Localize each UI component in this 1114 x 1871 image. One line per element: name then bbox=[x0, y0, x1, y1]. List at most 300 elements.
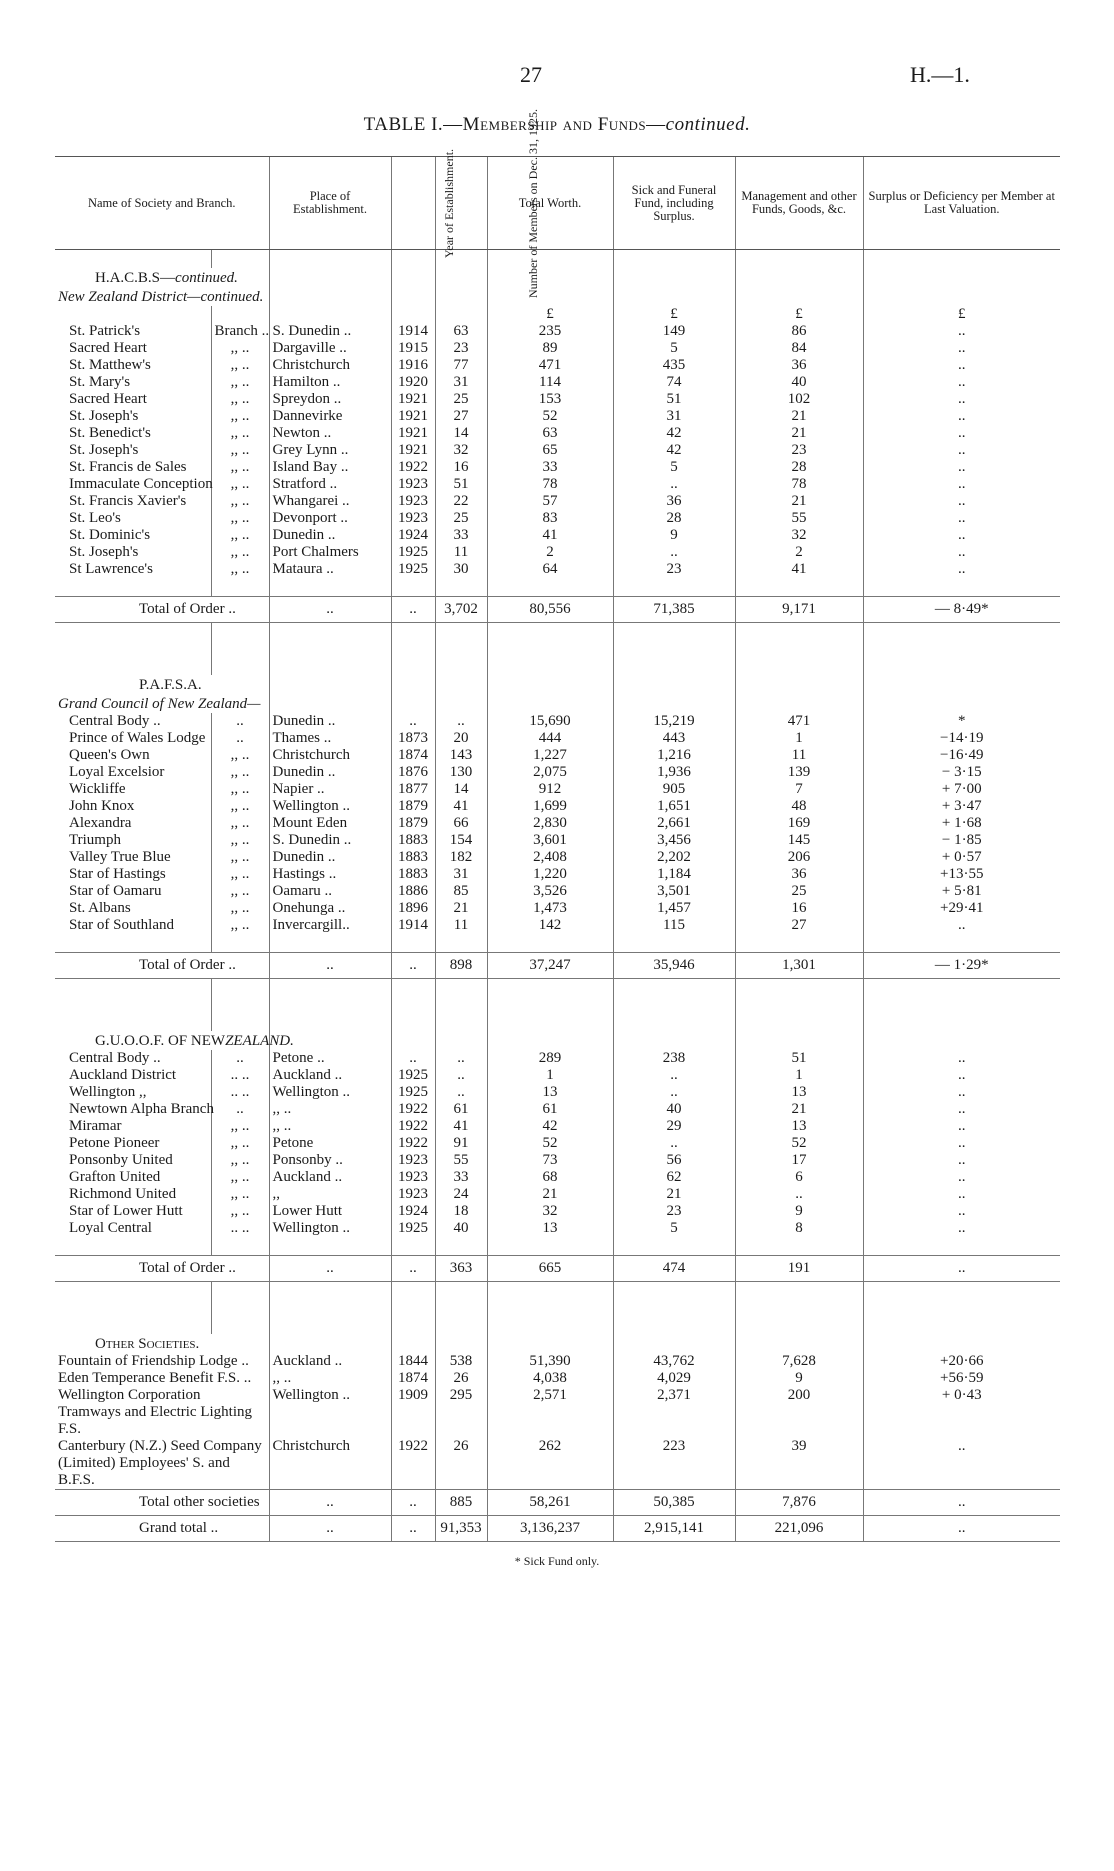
ditto-mark: ,, .. bbox=[211, 1118, 269, 1135]
members-count: 91 bbox=[435, 1135, 487, 1152]
sick-funeral-fund: 2,661 bbox=[613, 815, 735, 832]
surplus-per-member: .. bbox=[863, 1050, 1060, 1067]
blank-cell bbox=[487, 287, 613, 306]
col-header-members-text: Number of Members on Dec. 31, 1925. bbox=[525, 108, 540, 298]
members-count: 41 bbox=[435, 1118, 487, 1135]
management-funds: 52 bbox=[735, 1135, 863, 1152]
total-year: .. bbox=[391, 597, 435, 623]
ditto-mark: ,, .. bbox=[211, 459, 269, 476]
table-row bbox=[55, 764, 1060, 781]
page-number: 27 bbox=[520, 62, 542, 87]
surplus-per-member: .. bbox=[863, 1135, 1060, 1152]
place-of-establishment: Ponsonby .. bbox=[269, 1152, 391, 1169]
spacer-cell bbox=[269, 578, 391, 597]
sick-funeral-fund: 2,202 bbox=[613, 849, 735, 866]
members-count: 16 bbox=[435, 459, 487, 476]
blank-cell bbox=[863, 694, 1060, 713]
branch-name: Immaculate Conception bbox=[69, 476, 213, 492]
surplus-per-member: .. bbox=[863, 476, 1060, 493]
members-count: 25 bbox=[435, 510, 487, 527]
surplus-per-member: .. bbox=[863, 1118, 1060, 1135]
total-place: .. bbox=[269, 1256, 391, 1282]
table-row bbox=[55, 1084, 1060, 1101]
col-header-sick: Sick and Funeral Fund, including Surplus. bbox=[613, 157, 735, 250]
spacer-cell bbox=[487, 979, 613, 1032]
place-of-establishment: Hamilton .. bbox=[269, 374, 391, 391]
members-count: 26 bbox=[435, 1370, 487, 1387]
sick-funeral-fund: 4,029 bbox=[613, 1370, 735, 1387]
total-value: 2,915,141 bbox=[613, 1516, 735, 1542]
members-count: 22 bbox=[435, 493, 487, 510]
year-established: .. bbox=[391, 1050, 435, 1067]
title-continued: continued. bbox=[665, 114, 751, 135]
ditto-mark: ,, .. bbox=[211, 442, 269, 459]
place-of-establishment: Hastings .. bbox=[269, 866, 391, 883]
spacer-cell bbox=[211, 934, 269, 953]
sick-funeral-fund: 149 bbox=[613, 323, 735, 340]
management-funds: 6 bbox=[735, 1169, 863, 1186]
members-count: 33 bbox=[435, 527, 487, 544]
spacer-row bbox=[55, 578, 1060, 597]
sick-funeral-fund: .. bbox=[613, 476, 735, 493]
management-funds: 2 bbox=[735, 544, 863, 561]
blank-cell bbox=[391, 268, 435, 287]
surplus-per-member: .. bbox=[863, 391, 1060, 408]
total-value: 1,301 bbox=[735, 953, 863, 979]
surplus-per-member: .. bbox=[863, 1152, 1060, 1169]
management-funds: 23 bbox=[735, 442, 863, 459]
sick-funeral-fund: 3,501 bbox=[613, 883, 735, 900]
spacer-cell bbox=[435, 934, 487, 953]
place-of-establishment: Christchurch bbox=[269, 357, 391, 374]
year-established: 1883 bbox=[391, 832, 435, 849]
spacer-cell bbox=[269, 1282, 391, 1335]
spacer-cell bbox=[863, 1237, 1060, 1256]
table-row bbox=[55, 340, 1060, 357]
blank-cell bbox=[391, 287, 435, 306]
sick-funeral-fund: 5 bbox=[613, 459, 735, 476]
total-value: .. bbox=[863, 1490, 1060, 1516]
place-of-establishment: Dannevirke bbox=[269, 408, 391, 425]
members-count: 182 bbox=[435, 849, 487, 866]
blank-cell bbox=[735, 1334, 863, 1353]
surplus-per-member: +13·55 bbox=[863, 866, 1060, 883]
total-worth: 4,038 bbox=[487, 1370, 613, 1387]
sick-funeral-fund: .. bbox=[613, 1084, 735, 1101]
place-of-establishment: Island Bay .. bbox=[269, 459, 391, 476]
total-worth: 1,227 bbox=[487, 747, 613, 764]
table-row bbox=[55, 917, 1060, 934]
management-funds: 102 bbox=[735, 391, 863, 408]
place-of-establishment: Christchurch bbox=[269, 1438, 391, 1490]
year-established: 1925 bbox=[391, 561, 435, 578]
spacer-cell bbox=[735, 1237, 863, 1256]
spacer-cell bbox=[613, 578, 735, 597]
sick-funeral-fund: 435 bbox=[613, 357, 735, 374]
blank-cell bbox=[391, 306, 435, 323]
total-worth: 42 bbox=[487, 1118, 613, 1135]
ditto-mark: ,, .. bbox=[211, 357, 269, 374]
management-funds: 7,628 bbox=[735, 1353, 863, 1370]
management-funds: 28 bbox=[735, 459, 863, 476]
surplus-per-member: −14·19 bbox=[863, 730, 1060, 747]
total-value: 80,556 bbox=[487, 597, 613, 623]
surplus-per-member: .. bbox=[863, 1067, 1060, 1084]
year-established: 1874 bbox=[391, 1370, 435, 1387]
blank-cell bbox=[435, 694, 487, 713]
place-of-establishment: Petone bbox=[269, 1135, 391, 1152]
total-value: 37,247 bbox=[487, 953, 613, 979]
spacer-cell bbox=[391, 578, 435, 597]
surplus-per-member: .. bbox=[863, 527, 1060, 544]
table-row bbox=[55, 832, 1060, 849]
section-heading-suffix: ZEALAND. bbox=[225, 1033, 294, 1049]
spacer-cell bbox=[613, 1282, 735, 1335]
section-subheading-suffix: —continued. bbox=[187, 289, 264, 305]
members-count: 30 bbox=[435, 561, 487, 578]
table-row bbox=[55, 391, 1060, 408]
blank-cell bbox=[435, 306, 487, 323]
place-of-establishment: Oamaru .. bbox=[269, 883, 391, 900]
table-body bbox=[55, 250, 1060, 1542]
section-heading bbox=[55, 675, 1060, 694]
management-funds: 169 bbox=[735, 815, 863, 832]
blank-cell bbox=[391, 1334, 435, 1353]
section-heading-cell bbox=[55, 675, 269, 694]
place-of-establishment: Dunedin .. bbox=[269, 527, 391, 544]
spacer-cell bbox=[269, 623, 391, 676]
table-row bbox=[55, 849, 1060, 866]
blank-cell bbox=[269, 287, 391, 306]
table-row bbox=[55, 866, 1060, 883]
other-heading-row bbox=[55, 1334, 1060, 1353]
sick-funeral-fund: 42 bbox=[613, 425, 735, 442]
ditto-mark: ,, .. bbox=[211, 425, 269, 442]
ditto-mark: ,, .. bbox=[211, 561, 269, 578]
table-row bbox=[55, 781, 1060, 798]
place-of-establishment: Stratford .. bbox=[269, 476, 391, 493]
spacer-cell bbox=[863, 623, 1060, 676]
grand-total-row-label: Grand total .. bbox=[55, 1516, 269, 1542]
members-count: 295 bbox=[435, 1387, 487, 1438]
year-established: 1921 bbox=[391, 442, 435, 459]
spacer-cell bbox=[211, 1237, 269, 1256]
branch-name: Star of Oamaru bbox=[69, 883, 162, 899]
year-established: 1886 bbox=[391, 883, 435, 900]
table-row bbox=[55, 1050, 1060, 1067]
branch-name: Grafton United bbox=[69, 1169, 161, 1185]
table-row bbox=[55, 883, 1060, 900]
members-count: 33 bbox=[435, 1169, 487, 1186]
total-worth: 1 bbox=[487, 1067, 613, 1084]
spacer-cell bbox=[735, 578, 863, 597]
spacer-cell bbox=[211, 250, 269, 269]
spacer-cell bbox=[735, 623, 863, 676]
year-established: 1914 bbox=[391, 917, 435, 934]
total-worth: 262 bbox=[487, 1438, 613, 1490]
management-funds: 8 bbox=[735, 1220, 863, 1237]
surplus-per-member: +20·66 bbox=[863, 1353, 1060, 1370]
total-value: .. bbox=[863, 1256, 1060, 1282]
spacer-cell bbox=[435, 979, 487, 1032]
sick-funeral-fund: 1,651 bbox=[613, 798, 735, 815]
spacer-cell bbox=[55, 1237, 211, 1256]
spacer-cell bbox=[487, 578, 613, 597]
branch-name: Sacred Heart bbox=[69, 391, 147, 407]
members-count: 26 bbox=[435, 1438, 487, 1490]
place-of-establishment: Lower Hutt bbox=[269, 1203, 391, 1220]
blank-cell bbox=[269, 268, 391, 287]
spacer-cell bbox=[613, 934, 735, 953]
surplus-per-member: .. bbox=[863, 1203, 1060, 1220]
surplus-per-member: .. bbox=[863, 340, 1060, 357]
branch-name: St. Francis de Sales bbox=[69, 459, 187, 475]
management-funds: 41 bbox=[735, 561, 863, 578]
ditto-mark: ,, .. bbox=[211, 917, 269, 934]
branch-name: St. Leo's bbox=[69, 510, 121, 526]
place-of-establishment: S. Dunedin .. bbox=[269, 323, 391, 340]
section-subheading bbox=[55, 287, 1060, 306]
section-heading-suffix: continued. bbox=[175, 270, 238, 286]
place-of-establishment: Wellington .. bbox=[269, 798, 391, 815]
ditto-mark: ,, .. bbox=[211, 1203, 269, 1220]
place-of-establishment: Petone .. bbox=[269, 1050, 391, 1067]
spacer-cell bbox=[863, 578, 1060, 597]
society-name: Eden Temperance Benefit F.S. .. bbox=[58, 1370, 252, 1386]
total-year: .. bbox=[391, 1516, 435, 1542]
spacer-row bbox=[55, 979, 1060, 1032]
col-header-mgmt: Management and other Funds, Goods, &c. bbox=[735, 157, 863, 250]
place-of-establishment: Thames .. bbox=[269, 730, 391, 747]
spacer-cell bbox=[435, 1282, 487, 1335]
table-row bbox=[55, 747, 1060, 764]
management-funds: 21 bbox=[735, 425, 863, 442]
members-count: 154 bbox=[435, 832, 487, 849]
total-value: — 8·49* bbox=[863, 597, 1060, 623]
members-count: .. bbox=[435, 1050, 487, 1067]
spacer-cell bbox=[391, 979, 435, 1032]
surplus-per-member: +29·41 bbox=[863, 900, 1060, 917]
members-count: 40 bbox=[435, 1220, 487, 1237]
branch-name: Richmond United bbox=[69, 1186, 177, 1202]
management-funds: 84 bbox=[735, 340, 863, 357]
society-name: Canterbury (N.Z.) Seed Company (Limited) Employees' S. and B.F.S. bbox=[58, 1438, 262, 1488]
branch-name: Wellington ,, bbox=[69, 1084, 147, 1100]
total-worth: 89 bbox=[487, 340, 613, 357]
header-row bbox=[55, 157, 1060, 250]
members-count: 61 bbox=[435, 1101, 487, 1118]
ditto-mark: ,, .. bbox=[211, 527, 269, 544]
branch-name: St. Mary's bbox=[69, 374, 131, 390]
sick-funeral-fund: 31 bbox=[613, 408, 735, 425]
year-established: 1924 bbox=[391, 527, 435, 544]
spacer-cell bbox=[55, 578, 211, 597]
ditto-mark: .. .. bbox=[211, 1220, 269, 1237]
total-year: .. bbox=[391, 953, 435, 979]
spacer-cell bbox=[391, 1237, 435, 1256]
surplus-per-member: .. bbox=[863, 408, 1060, 425]
management-funds: 13 bbox=[735, 1118, 863, 1135]
branch-name: St. Benedict's bbox=[69, 425, 151, 441]
management-funds: 200 bbox=[735, 1387, 863, 1438]
sick-funeral-fund: 1,936 bbox=[613, 764, 735, 781]
management-funds: 145 bbox=[735, 832, 863, 849]
currency-row bbox=[55, 306, 1060, 323]
members-count: 130 bbox=[435, 764, 487, 781]
ditto-mark: ,, .. bbox=[211, 374, 269, 391]
management-funds: 1 bbox=[735, 1067, 863, 1084]
sick-funeral-fund: 51 bbox=[613, 391, 735, 408]
blank-cell bbox=[863, 1031, 1060, 1050]
members-count: 85 bbox=[435, 883, 487, 900]
ditto-mark: ,, .. bbox=[211, 493, 269, 510]
year-established: 1916 bbox=[391, 357, 435, 374]
ditto-mark: ,, .. bbox=[211, 476, 269, 493]
management-funds: 48 bbox=[735, 798, 863, 815]
members-count: 77 bbox=[435, 357, 487, 374]
branch-name: Loyal Excelsior bbox=[69, 764, 165, 780]
year-established: 1922 bbox=[391, 1135, 435, 1152]
table-row bbox=[55, 459, 1060, 476]
sick-funeral-fund: 23 bbox=[613, 561, 735, 578]
year-established: 1896 bbox=[391, 900, 435, 917]
ditto-mark: Branch .. bbox=[211, 323, 269, 340]
management-funds: 1 bbox=[735, 730, 863, 747]
surplus-per-member: + 3·47 bbox=[863, 798, 1060, 815]
total-worth: 64 bbox=[487, 561, 613, 578]
table-row bbox=[55, 442, 1060, 459]
management-funds: 36 bbox=[735, 866, 863, 883]
branch-name: Alexandra bbox=[69, 815, 132, 831]
members-count: 18 bbox=[435, 1203, 487, 1220]
table-row bbox=[55, 527, 1060, 544]
total-row bbox=[55, 1256, 1060, 1282]
year-established: 1921 bbox=[391, 391, 435, 408]
ditto-mark: .. bbox=[211, 713, 269, 730]
management-funds: 16 bbox=[735, 900, 863, 917]
year-established: .. bbox=[391, 713, 435, 730]
total-worth: 15,690 bbox=[487, 713, 613, 730]
place-of-establishment: Auckland .. bbox=[269, 1067, 391, 1084]
year-established: 1883 bbox=[391, 849, 435, 866]
sick-funeral-fund: 23 bbox=[613, 1203, 735, 1220]
place-of-establishment: ,, .. bbox=[269, 1118, 391, 1135]
spacer-cell bbox=[269, 1237, 391, 1256]
blank-cell bbox=[613, 1334, 735, 1353]
total-worth: 2,830 bbox=[487, 815, 613, 832]
branch-name: Loyal Central bbox=[69, 1220, 152, 1236]
spacer-cell bbox=[863, 934, 1060, 953]
section-subheading-text: Grand Council of New Zealand— bbox=[58, 696, 261, 712]
total-value: 885 bbox=[435, 1490, 487, 1516]
page-header bbox=[0, 62, 1114, 92]
blank-cell bbox=[487, 675, 613, 694]
surplus-per-member: + 7·00 bbox=[863, 781, 1060, 798]
members-count: .. bbox=[435, 1067, 487, 1084]
total-value: 71,385 bbox=[613, 597, 735, 623]
section-subheading-text: New Zealand District bbox=[58, 289, 188, 305]
spacer-cell bbox=[613, 1237, 735, 1256]
table-row bbox=[55, 1067, 1060, 1084]
place-of-establishment: Devonport .. bbox=[269, 510, 391, 527]
sick-funeral-fund: 3,456 bbox=[613, 832, 735, 849]
table-row bbox=[55, 1186, 1060, 1203]
total-worth: 1,473 bbox=[487, 900, 613, 917]
members-count: 32 bbox=[435, 442, 487, 459]
blank-cell bbox=[55, 306, 211, 323]
branch-name: Newtown Alpha Branch bbox=[69, 1101, 214, 1117]
surplus-per-member: .. bbox=[863, 459, 1060, 476]
other-total-row-label: Total other societies bbox=[55, 1490, 269, 1516]
sick-funeral-fund: 443 bbox=[613, 730, 735, 747]
surplus-per-member: − 1·85 bbox=[863, 832, 1060, 849]
blank-cell bbox=[863, 1334, 1060, 1353]
surplus-per-member: − 3·15 bbox=[863, 764, 1060, 781]
place-of-establishment: Wellington .. bbox=[269, 1084, 391, 1101]
total-worth: 13 bbox=[487, 1084, 613, 1101]
spacer-cell bbox=[391, 934, 435, 953]
year-established: 1922 bbox=[391, 1438, 435, 1490]
total-row bbox=[55, 597, 1060, 623]
place-of-establishment: Napier .. bbox=[269, 781, 391, 798]
surplus-per-member: + 5·81 bbox=[863, 883, 1060, 900]
place-of-establishment: S. Dunedin .. bbox=[269, 832, 391, 849]
members-count: 63 bbox=[435, 323, 487, 340]
ditto-mark: ,, .. bbox=[211, 815, 269, 832]
surplus-per-member: .. bbox=[863, 357, 1060, 374]
total-value: 7,876 bbox=[735, 1490, 863, 1516]
ditto-mark: ,, .. bbox=[211, 510, 269, 527]
section-heading-cell bbox=[55, 268, 269, 287]
year-established: 1922 bbox=[391, 459, 435, 476]
surplus-per-member: .. bbox=[863, 425, 1060, 442]
members-count: 24 bbox=[435, 1186, 487, 1203]
spacer-cell bbox=[735, 934, 863, 953]
branch-name: Valley True Blue bbox=[69, 849, 171, 865]
sick-funeral-fund: 62 bbox=[613, 1169, 735, 1186]
spacer-cell bbox=[863, 979, 1060, 1032]
title-suffix: — bbox=[646, 114, 666, 135]
spacer-cell bbox=[487, 1282, 613, 1335]
management-funds: 206 bbox=[735, 849, 863, 866]
total-worth: 78 bbox=[487, 476, 613, 493]
spacer-cell bbox=[211, 578, 269, 597]
col-header-name: Name of Society and Branch. bbox=[55, 157, 269, 250]
total-worth: 289 bbox=[487, 1050, 613, 1067]
members-count: 21 bbox=[435, 900, 487, 917]
members-count: 14 bbox=[435, 781, 487, 798]
title-main: Membership and Funds bbox=[462, 114, 647, 135]
ditto-mark: ,, .. bbox=[211, 781, 269, 798]
spacer-cell bbox=[863, 1282, 1060, 1335]
blank-cell bbox=[613, 287, 735, 306]
management-funds: 27 bbox=[735, 917, 863, 934]
ditto-mark: ,, .. bbox=[211, 544, 269, 561]
total-worth: 114 bbox=[487, 374, 613, 391]
total-worth: 2 bbox=[487, 544, 613, 561]
members-count: 31 bbox=[435, 374, 487, 391]
ditto-mark: .. .. bbox=[211, 1084, 269, 1101]
section-heading bbox=[55, 268, 1060, 287]
year-established: 1921 bbox=[391, 425, 435, 442]
sick-funeral-fund: 74 bbox=[613, 374, 735, 391]
surplus-per-member: .. bbox=[863, 1186, 1060, 1203]
table-row bbox=[55, 1370, 1060, 1387]
branch-name: St. Joseph's bbox=[69, 442, 139, 458]
table-title bbox=[0, 114, 1114, 136]
total-value: 50,385 bbox=[613, 1490, 735, 1516]
blank-cell bbox=[269, 694, 391, 713]
